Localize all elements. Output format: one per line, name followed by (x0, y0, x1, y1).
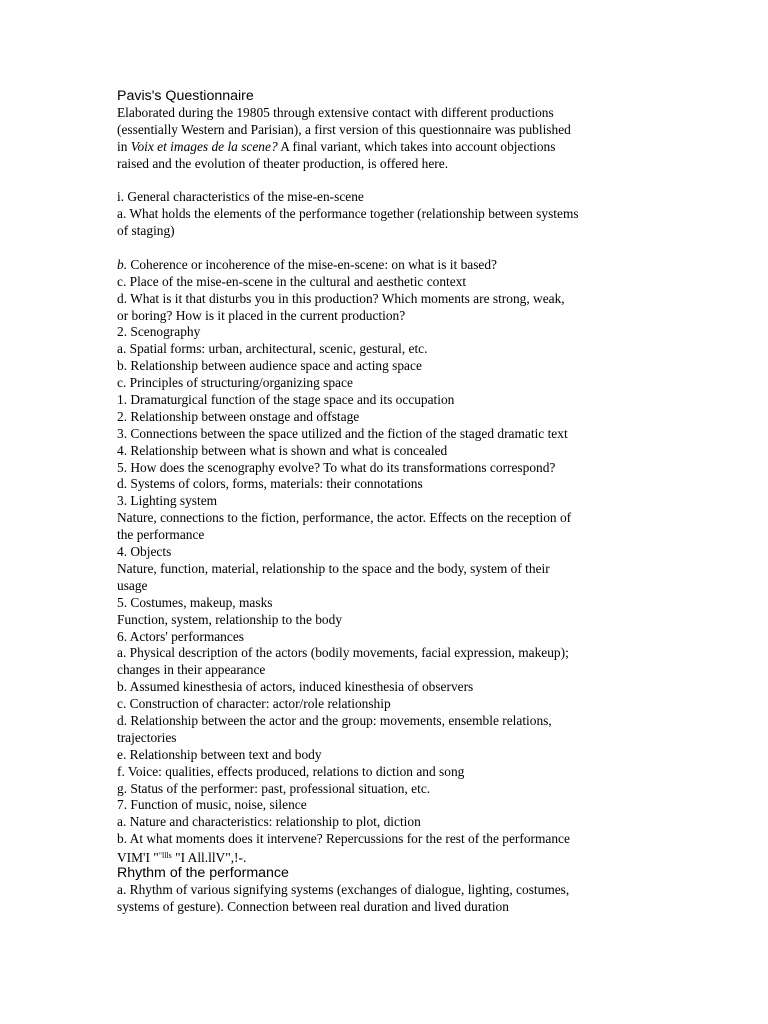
list-item: e. Relationship between text and body (117, 746, 322, 762)
section-heading: 2. Scenography (117, 324, 201, 340)
list-item: d. Systems of colors, forms, materials: their connotations (117, 476, 423, 492)
garbled-superscript: "llls (158, 851, 172, 861)
list-item: g. Status of the performer: past, professional situation, etc. (117, 780, 431, 796)
intro-text: in (117, 138, 131, 154)
list-item: changes in their appearance (117, 662, 266, 678)
list-item: c. Construction of character: actor/role relationship (117, 696, 391, 712)
list-item-text: Coherence or incoherence of the mise-en-scene: on what is it based? (127, 256, 497, 272)
list-item: of staging) (117, 223, 175, 239)
list-item: f. Voice: qualities, effects produced, relations to diction and song (117, 763, 465, 779)
spacer (117, 172, 657, 189)
list-item (117, 257, 657, 274)
list-item: b. Relationship between audience space and acting space (117, 358, 422, 374)
garbled-text: VIM'I " (117, 850, 159, 866)
list-item: a. Physical description of the actors (bodily movements, facial expression, makeup); (117, 645, 569, 661)
list-item: a. Nature and characteristics: relationship to plot, diction (117, 814, 421, 830)
list-item: Nature, function, material, relationship to the space and the body, system of their (117, 560, 550, 576)
section-heading: 5. Costumes, makeup, masks (117, 594, 273, 610)
list-item: 3. Connections between the space utilized and the fiction of the staged dramatic text (117, 425, 568, 441)
garbled-ocr-line (117, 848, 657, 865)
intro-line: (essentially Western and Parisian), a first version of this questionnaire was published (117, 121, 571, 137)
intro-text: A final variant, which takes into account objections (277, 138, 556, 154)
intro-line: raised and the evolution of theater production, is offered here. (117, 155, 449, 171)
list-item: c. Principles of structuring/organizing space (117, 375, 353, 391)
list-item: 5. How does the scenography evolve? To what do its transformations correspond? (117, 459, 556, 475)
intro-line (117, 139, 657, 156)
section-heading: i. General characteristics of the mise-en-scene (117, 189, 364, 205)
list-item: d. Relationship between the actor and the group: movements, ensemble relations, (117, 712, 552, 728)
intro-line: Elaborated during the 19805 through extensive contact with different productions (117, 104, 554, 120)
intro-book-title: Voix et images de la scene? (130, 138, 278, 154)
list-item: trajectories (117, 729, 177, 745)
section-heading: 6. Actors' performances (117, 628, 244, 644)
page-title: Pavis's Questionnaire (117, 88, 254, 104)
document-body (117, 88, 657, 916)
list-item: b. Assumed kinesthesia of actors, induced kinesthesia of observers (117, 679, 474, 695)
list-item: a. Rhythm of various signifying systems (exchanges of dialogue, lighting, costumes, (117, 881, 570, 897)
list-item: a. What holds the elements of the performance together (relationship between systems (117, 206, 579, 222)
list-item: 1. Dramaturgical function of the stage space and its occupation (117, 392, 455, 408)
list-marker: b. (117, 256, 128, 272)
list-item: d. What is it that disturbs you in this production? Which moments are strong, weak, (117, 290, 565, 306)
list-item: the performance (117, 527, 205, 543)
list-item: c. Place of the mise-en-scene in the cultural and aesthetic context (117, 273, 467, 289)
section-heading: 7. Function of music, noise, silence (117, 797, 307, 813)
list-item: usage (117, 577, 148, 593)
list-item: systems of gesture). Connection between real duration and lived duration (117, 898, 509, 914)
list-item: or boring? How is it placed in the current production? (117, 307, 406, 323)
list-item: a. Spatial forms: urban, architectural, scenic, gestural, etc. (117, 341, 428, 357)
list-item: b. At what moments does it intervene? Repercussions for the rest of the performance (117, 831, 570, 847)
list-item: Nature, connections to the fiction, performance, the actor. Effects on the reception of (117, 510, 572, 526)
list-item: 4. Relationship between what is shown and what is concealed (117, 442, 448, 458)
garbled-text: "I All.llV",!-. (171, 850, 247, 866)
section-heading: Rhythm of the performance (117, 864, 289, 881)
list-item: 2. Relationship between onstage and offstage (117, 408, 360, 424)
section-heading: 3. Lighting system (117, 493, 218, 509)
spacer (117, 240, 657, 257)
section-heading: 4. Objects (117, 544, 172, 560)
list-item: Function, system, relationship to the body (117, 611, 343, 627)
